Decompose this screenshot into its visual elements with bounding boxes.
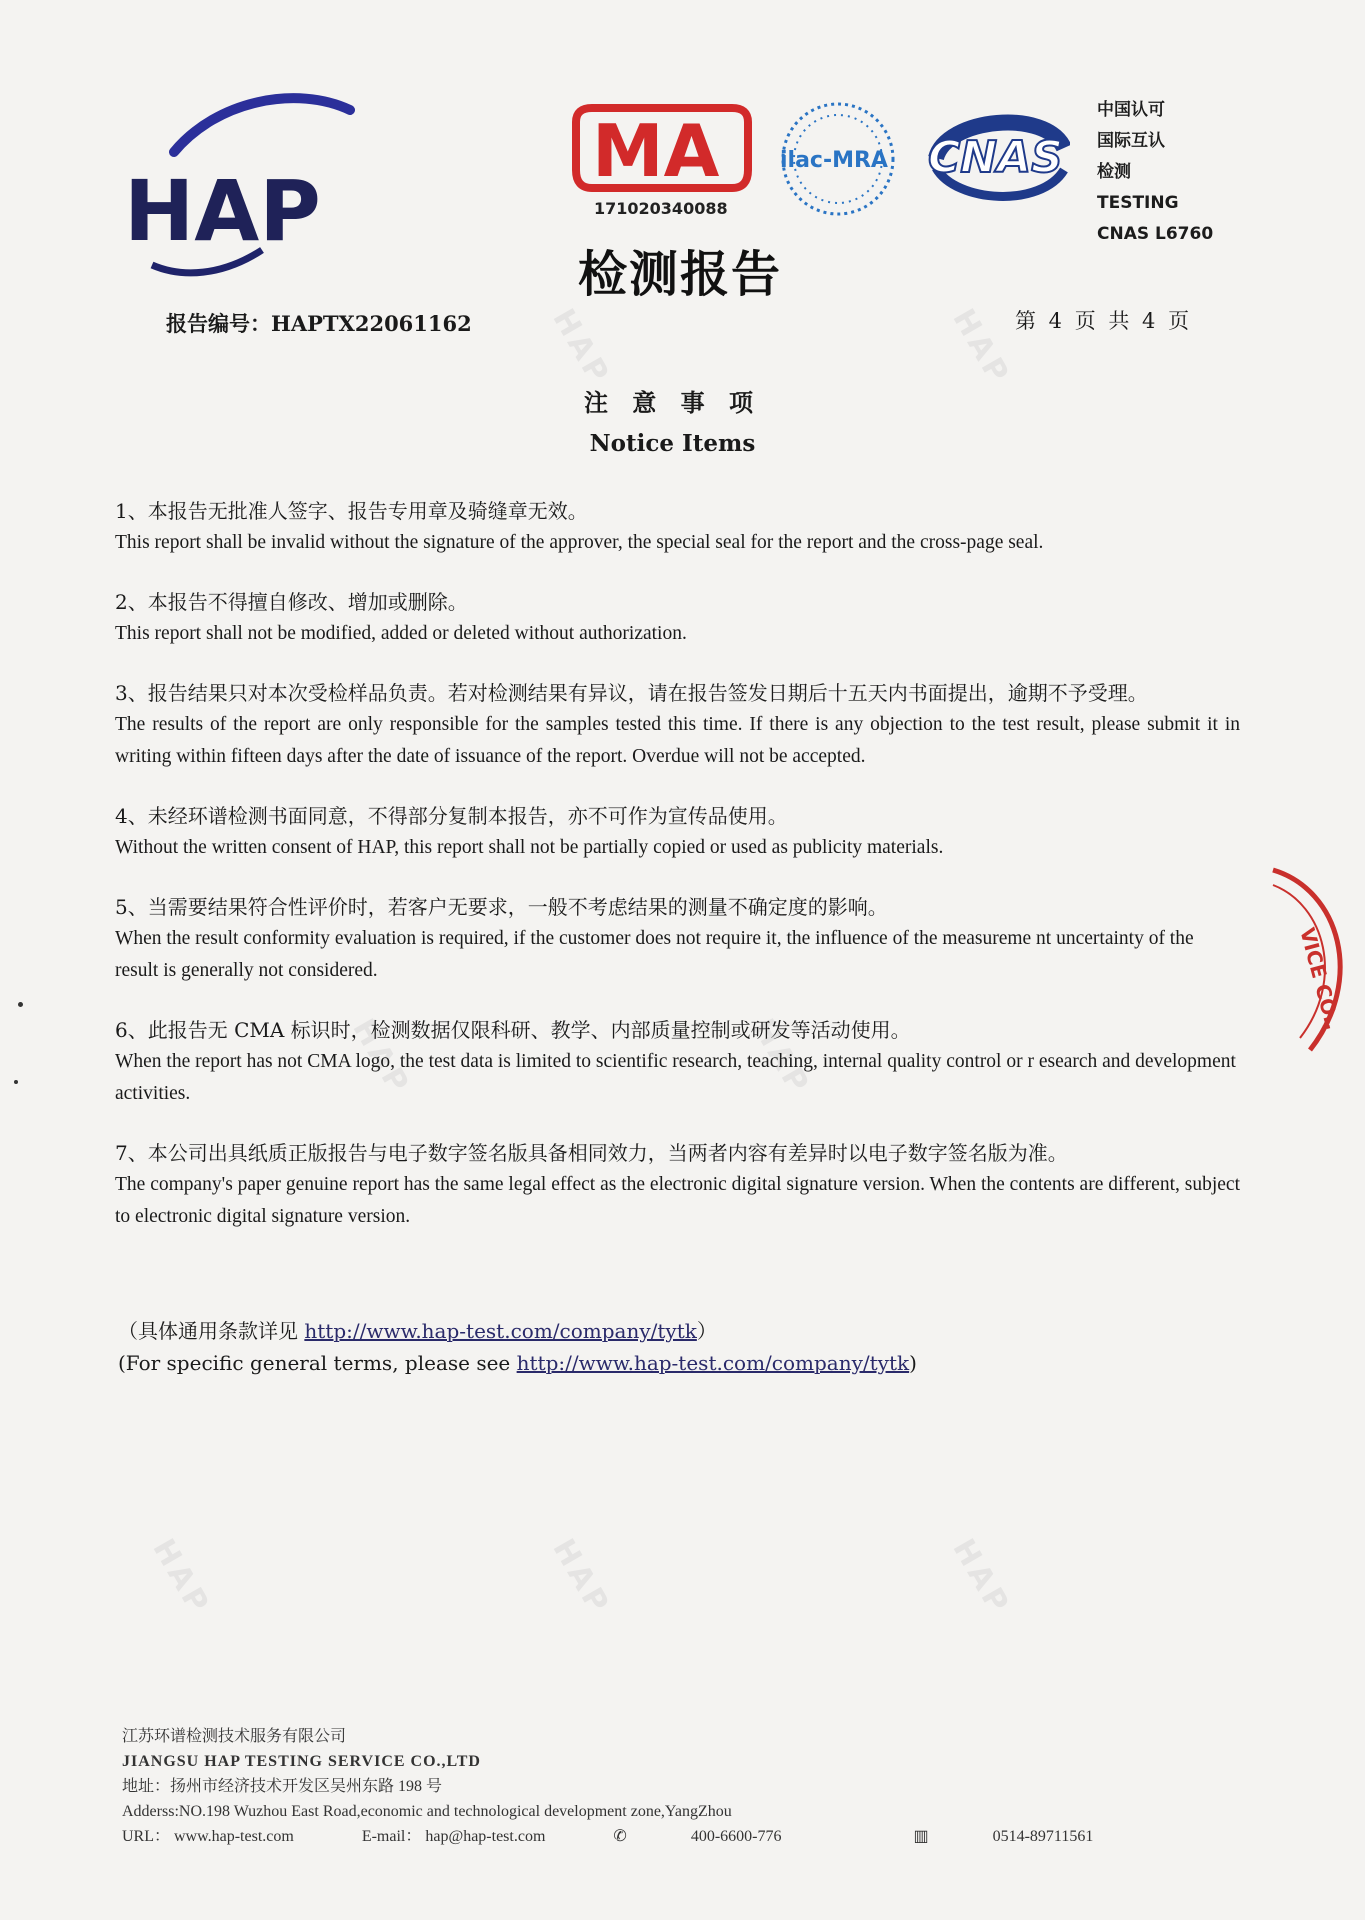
footer-url[interactable]: URL： www.hap-test.com [122,1828,294,1845]
notice-text-en: When the result conformity evaluation is required, if the customer does not require it, the influence of the measureme nt uncertainty of the result is generally not considered. [115,928,1194,981]
footer-fax [913,1824,1157,1849]
watermark: HAP [345,1013,417,1102]
footer-address-cn: 地址：扬州市经济技术开发区吴州东路 198 号 [122,1778,443,1795]
cma-number: 171020340088 [594,199,728,218]
phone-icon: ✆ [613,1828,627,1845]
notice-text-cn: 7、本公司出具纸质正版报告与电子数字签名版具备相同效力，当两者内容有差异时以电子数字签名版为准。 [115,1141,1068,1165]
company-seal [1270,860,1365,1060]
notice-text-en: The results of the report are only responsible for the samples tested this time. If there is any objection to the test result, please submit it in writing within fifteen days after the date of issuance of the report. Overdue will not be accepted. [115,714,1240,767]
cma-logo-icon [572,100,752,225]
report-number [166,308,472,338]
notice-item [115,1014,1240,1110]
footer-company-cn: 江苏环谱检测技术服务有限公司 [122,1728,347,1745]
terms-cn-suffix: ） [696,1319,717,1343]
notice-item [115,800,1240,864]
notice-list [115,495,1240,1260]
report-number-label: 报告编号： [166,311,271,336]
notice-text-cn: 3、报告结果只对本次受检样品负责。若对检测结果有异议，请在报告签发日期后十五天内书面提出，逾期不予受理。 [115,681,1148,705]
footer-fax-value: 0514-89711561 [992,1828,1094,1845]
ilac-mra-logo-icon [776,100,900,218]
notice-text-cn: 5、当需要结果符合性评价时，若客户无要求，一般不考虑结果的测量不确定度的影响。 [115,895,888,919]
terms-en-prefix: (For specific general terms, please see [118,1351,517,1375]
footer-email[interactable]: E-mail： hap@hap-test.com [361,1828,546,1845]
footer-contacts [122,1824,1272,1849]
terms-link-cn[interactable]: http://www.hap-test.com/company/tytk [304,1319,697,1343]
terms-cn-prefix: （具体通用条款详见 [118,1319,305,1343]
general-terms-cn [118,1315,1218,1347]
notice-text-cn: 2、本报告不得擅自修改、增加或删除。 [115,590,468,614]
notice-text-en: Without the written consent of HAP, this report shall not be partially copied or used as publicity materials. [115,837,944,858]
seal-text: VICE CO., [1295,925,1346,1033]
section-title-cn: 注 意 事 项 [583,388,762,417]
notice-item [115,1137,1240,1233]
notice-item [115,891,1240,987]
footer [122,1724,1272,1849]
margin-mark [14,1080,18,1084]
accreditation-block [1097,95,1247,250]
notice-text-en: When the report has not CMA logo, the test data is limited to scientific research, teaching, internal quality control or r esearch and development activities. [115,1051,1236,1104]
watermark: HAP [945,1533,1017,1622]
accreditation-line: CNAS L6760 [1097,224,1214,244]
accreditation-line: 中国认可 [1097,100,1165,120]
notice-text-cn: 6、此报告无 CMA 标识时，检测数据仅限科研、教学、内部质量控制或研发等活动使用。 [115,1018,911,1042]
page-info: 第 4 页 共 4 页 [1015,309,1193,333]
margin-mark [18,1002,23,1007]
cnas-logo-icon [926,108,1070,208]
footer-phone [613,1824,845,1849]
notice-text-en: This report shall be invalid without the signature of the approver, the special seal for the report and the cross-page seal. [115,532,1044,553]
watermark: HAP [145,1533,217,1622]
watermark: HAP [945,303,1017,392]
notice-item [115,677,1240,773]
notice-item [115,586,1240,650]
terms-en-suffix: ) [909,1351,917,1375]
watermark: HAP [745,1013,817,1102]
watermark: HAP [545,1533,617,1622]
footer-phone-value: 400-6600-776 [690,1828,782,1845]
hap-logo-icon [122,90,362,280]
notice-text-cn: 1、本报告无批准人签字、报告专用章及骑缝章无效。 [115,499,588,523]
report-title: 检测报告 [577,246,782,303]
watermark: HAP [545,303,617,392]
cnas-logo-text: CNAS [928,132,1063,183]
cma-logo-text: MA [592,109,720,193]
report-number-value: HAPTX22061162 [271,311,472,336]
accreditation-line: TESTING [1097,193,1179,213]
notice-item [115,495,1240,559]
notice-text-en: The company's paper genuine report has the same legal effect as the electronic digital signature version. When the contents are different, subject to electronic digital signature version. [115,1174,1240,1227]
section-title-en: Notice Items [589,430,756,457]
ilac-logo-text: ilac-MRA [780,148,888,173]
accreditation-line: 检测 [1097,162,1131,182]
fax-icon: ▥ [913,1828,929,1845]
notice-text-en: This report shall not be modified, added or deleted without authorization. [115,623,687,644]
notice-text-cn: 4、未经环谱检测书面同意，不得部分复制本报告，亦不可作为宣传品使用。 [115,804,788,828]
terms-link-en[interactable]: http://www.hap-test.com/company/tytk [516,1351,910,1375]
footer-address-en: Adderss:NO.198 Wuzhou East Road,economic and technological development zone,YangZhou [122,1803,732,1820]
hap-logo-text: HAP [124,162,321,260]
general-terms [118,1315,1218,1379]
footer-company-en: JIANGSU HAP TESTING SERVICE CO.,LTD [122,1753,481,1770]
general-terms-en [118,1347,1218,1379]
accreditation-line: 国际互认 [1097,131,1165,151]
